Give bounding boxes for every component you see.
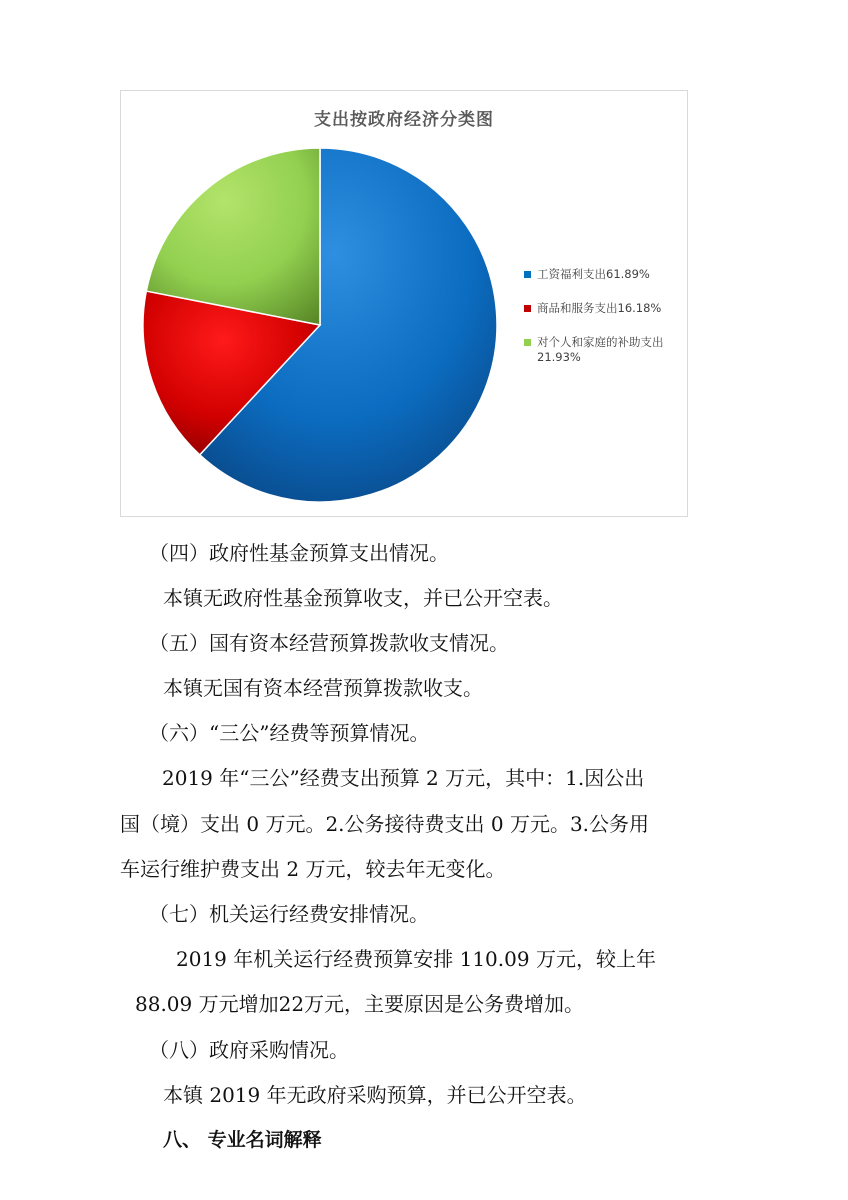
paragraph-line: 车运行维护费支出 2 万元，较去年无变化。 (120, 857, 506, 881)
section-heading-8: （八）政府采购情况。 (149, 1038, 349, 1062)
paragraph: 本镇 2019 年无政府采购预算，并已公开空表。 (163, 1083, 587, 1107)
paragraph: 本镇无国有资本经营预算拨款收支。 (163, 676, 483, 700)
legend-label: 商品和服务支出16.18% (537, 301, 662, 315)
legend-label-percent: 21.93% (537, 350, 581, 364)
section-heading-7: （七）机关运行经费安排情况。 (149, 902, 429, 926)
legend-item-goods (524, 301, 684, 316)
chart-legend (524, 267, 684, 384)
section-heading-6: （六）“三公”经费等预算情况。 (149, 721, 430, 745)
legend-item-salary (524, 267, 684, 282)
legend-label: 工资福利支出61.89% (537, 267, 650, 281)
legend-swatch-blue (524, 271, 531, 278)
paragraph-line: 2019 年机关运行经费预算安排 110.09 万元，较上年 (176, 947, 656, 971)
chart-title: 支出按政府经济分类图 (314, 110, 494, 130)
legend-label: 对个人和家庭的补助支出 (537, 335, 664, 349)
legend-swatch-green (524, 339, 531, 346)
chart-container (120, 90, 688, 517)
paragraph-line: 88.09 万元增加22万元，主要原因是公务费增加。 (135, 992, 585, 1016)
paragraph: 本镇无政府性基金预算收支，并已公开空表。 (163, 586, 563, 610)
paragraph-line: 国（境）支出 0 万元。2.公务接待费支出 0 万元。3.公务用 (120, 812, 650, 836)
chapter-heading: 八、 专业名词解释 (163, 1129, 322, 1151)
paragraph-line: 2019 年“三公”经费支出预算 2 万元，其中：1.因公出 (162, 766, 645, 790)
section-heading-5: （五）国有资本经营预算拨款收支情况。 (149, 631, 509, 655)
section-heading-4: （四）政府性基金预算支出情况。 (149, 541, 449, 565)
legend-swatch-red (524, 305, 531, 312)
legend-item-subsidy (524, 335, 684, 365)
